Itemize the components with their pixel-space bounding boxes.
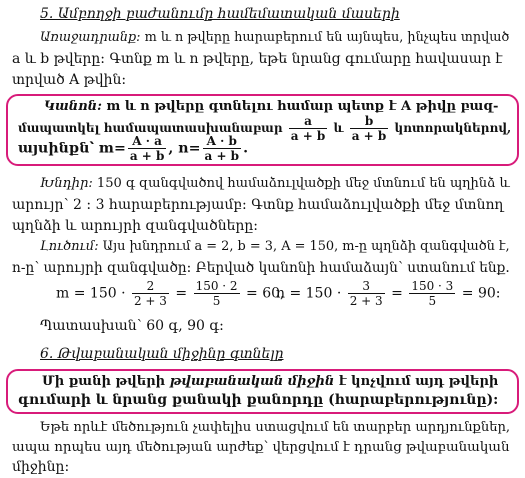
rule1-fraction-a xyxy=(289,115,328,142)
solution-text-2: n-ը՝ արույրի զանգվածը: Բերված կանոնի համաձայն՝ ստանում ենք. xyxy=(12,260,510,276)
formula-m-lhs: m = 150 · xyxy=(56,285,126,302)
solution-text-1: Այս խնդրում a = 2, b = 3, A = 150, m-ը պղնձի զանգվածն է, xyxy=(98,239,510,254)
task-line-1 xyxy=(40,30,509,45)
section-6-title-text: 6. Թվաբանական միջինը գտնելը xyxy=(40,346,284,362)
rule1-line3-text: այսինքն՝ m= xyxy=(18,140,126,157)
frac-denominator: 5 xyxy=(428,294,437,308)
problem-text-1: 150 գ զանգվածով համաձուլվածքի մեջ մտնում են պղինձ և xyxy=(92,176,510,191)
formula-n-frac-1 xyxy=(348,280,385,307)
rule1-line2-end: կոտորակներով, xyxy=(394,121,512,135)
rule2-text-2: գումարի և նրանց քանակի քանորդը (հարաբերությունը): xyxy=(18,392,499,408)
frac-denominator: 2 + 3 xyxy=(349,294,383,308)
problem-line-2 xyxy=(12,197,503,213)
problem-text-2: արույր՝ 2 : 3 հարաբերությամբ: Գտնք համաձուլվածքի մեջ մտնող xyxy=(12,197,504,213)
rule2-term: թվաբանական միջին xyxy=(169,374,335,389)
frac-numerator: 2 xyxy=(132,280,169,294)
closing-text-1: Եթե որևէ մեծություն չափելիս ստացվում են տարբեր արդյունքներ, xyxy=(40,420,511,435)
problem-text-3: պղնձի և արույրի զանգվածները: xyxy=(12,218,259,234)
rule1-fraction-n xyxy=(203,135,242,162)
rule2-line-1 xyxy=(42,374,498,389)
closing-text-2: ապա որպես այդ մեծության արժեք՝ վերցվում է դրանց թվաբանական xyxy=(12,440,510,455)
frac-denominator: a + b xyxy=(351,129,387,143)
formula-n-eq: = xyxy=(391,285,403,302)
rule1-label: Կանոն: xyxy=(44,99,102,114)
rule1-conjunction: և xyxy=(333,121,344,135)
section-6-title xyxy=(40,346,284,362)
section-5-title-text: 5. Ամբողջի բաժանումը համեմատական մասերի xyxy=(40,6,400,22)
frac-denominator: 2 + 3 xyxy=(133,294,167,308)
frac-numerator: 150 · 2 xyxy=(195,279,238,293)
frac-denominator: a + b xyxy=(129,149,165,163)
frac-numerator: A · a xyxy=(128,135,167,149)
formula-m-frac-1 xyxy=(132,280,169,307)
formula-n-lhs: n = 150 · xyxy=(276,285,342,302)
problem-line-3 xyxy=(12,218,258,234)
task-label: Առաջադրանք: xyxy=(40,30,141,45)
frac-numerator: A · b xyxy=(203,135,242,149)
rule1-n-prefix: , n= xyxy=(168,140,201,157)
frac-numerator: a xyxy=(289,115,328,129)
task-text-2: a և b թվերը: Գտնք m և n թվերը, եթե նրանց գումարը հավասար է xyxy=(12,51,503,67)
solution-line-1 xyxy=(40,239,510,254)
formula-n-frac-2 xyxy=(409,280,455,307)
task-line-3 xyxy=(12,72,126,88)
task-text-3: տրված A թվին: xyxy=(12,72,127,88)
rule2-line-2 xyxy=(18,392,498,408)
frac-numerator: 3 xyxy=(348,280,385,294)
task-text-1: m և n թվերը հարաբերում են այնպես, ինչպես տրված xyxy=(140,30,510,45)
rule1-line-1 xyxy=(44,99,498,114)
rule1-fraction-b xyxy=(350,115,389,142)
formula-m-frac-2 xyxy=(194,280,240,307)
section-5-title xyxy=(40,6,400,22)
answer-line xyxy=(40,318,224,334)
problem-label: Խնդիր: xyxy=(40,176,93,191)
rule1-fraction-m xyxy=(128,135,167,162)
formula-m-result: = 60, xyxy=(246,285,285,302)
frac-denominator: a + b xyxy=(204,149,240,163)
formula-n xyxy=(276,280,500,307)
frac-denominator: 5 xyxy=(212,294,221,308)
rule-box-1 xyxy=(6,94,519,166)
frac-numerator: 150 · 3 xyxy=(411,279,454,293)
formula-n-result: = 90: xyxy=(461,285,501,302)
rule1-line1-text: m և n թվերը գտնելու համար պետք է A թիվը բազ- xyxy=(101,99,499,114)
problem-line-1 xyxy=(40,176,510,191)
frac-numerator: b xyxy=(350,115,389,129)
closing-line-1 xyxy=(40,420,510,435)
closing-line-2 xyxy=(12,440,509,455)
rule1-line3-end: . xyxy=(243,140,249,157)
rule-box-2 xyxy=(6,369,519,414)
rule2-text-a: Մի քանի թվերի xyxy=(42,374,170,389)
rule1-line2-text: մապատկել համապատասխանաբար xyxy=(18,121,283,135)
frac-denominator: a + b xyxy=(290,129,326,143)
formula-m-eq: = xyxy=(175,285,188,302)
rule2-text-b: է կոչվում այդ թվերի xyxy=(334,374,499,389)
formula-m xyxy=(56,280,284,307)
rule1-line-3 xyxy=(18,135,248,162)
solution-line-2 xyxy=(12,260,510,276)
closing-line-3 xyxy=(12,459,69,475)
solution-label: Լուծում: xyxy=(40,239,99,254)
answer-text: Պատասխան՝ 60 գ, 90 գ: xyxy=(40,318,224,334)
task-line-2 xyxy=(12,51,503,67)
closing-text-3: միջինը: xyxy=(12,459,70,475)
